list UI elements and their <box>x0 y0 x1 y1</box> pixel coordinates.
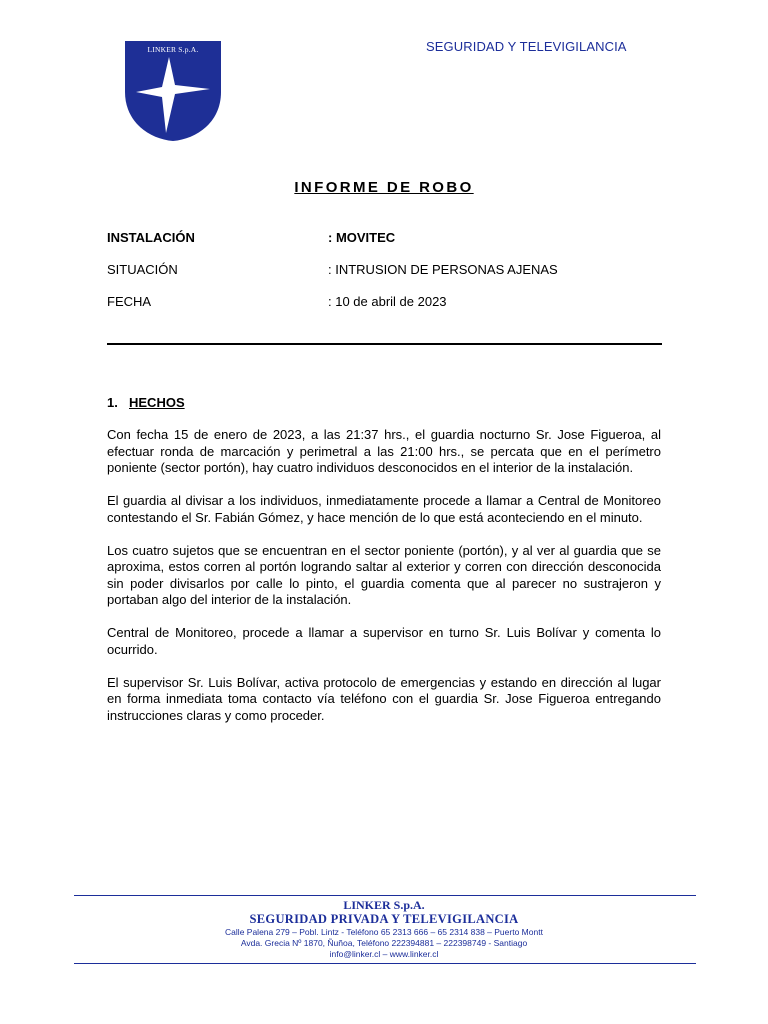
footer-address-1: Calle Palena 279 – Pobl. Lintz - Teléfono 65 2313 666 – 65 2314 838 – Puerto Montt <box>225 927 543 937</box>
section-heading <box>107 395 185 410</box>
footer-address-2: Avda. Grecia Nº 1870, Ñuñoa, Teléfono 222394881 – 222398749 - Santiago <box>240 938 528 948</box>
section-title: HECHOS <box>129 395 185 410</box>
footer-contact[interactable]: info@linker.cl – www.linker.cl <box>329 949 439 959</box>
paragraph: El supervisor Sr. Luis Bolívar, activa protocolo de emergencias y estando en dirección al lugar en forma inmediata toma contacto vía teléfono con el guardia Sr. Jose Figueroa entregando instrucciones claras y como proceder. <box>107 674 661 723</box>
footer <box>0 898 768 960</box>
field-value: : MOVITEC <box>328 230 396 245</box>
shield-star-icon <box>124 40 222 142</box>
paragraph: Los cuatro sujetos que se encuentran en el sector poniente (portón), y al ver al guardia que se aproxima, estos corren al portón logrando saltar al exterior y corren con dirección desconocida sin poder divisarlos por calle lo pinto, el guardia comenta que al parecer no sustrajeron y portaban algo del interior de la instalación. <box>107 542 661 607</box>
report-title: INFORME DE ROBO <box>294 179 474 196</box>
footer-subtitle: SEGURIDAD PRIVADA Y TELEVIGILANCIA <box>249 912 519 926</box>
logo-text: LINKER S.p.A. <box>147 45 199 54</box>
header-tagline: SEGURIDAD Y TELEVIGILANCIA <box>426 39 627 54</box>
paragraph: El guardia al divisar a los individuos, inmediatamente procede a llamar a Central de Monitoreo contestando el Sr. Fabián Gómez, y hace mención de lo que está aconteciendo en el minuto. <box>107 493 661 525</box>
field-value: : INTRUSION DE PERSONAS AJENAS <box>328 262 558 277</box>
field-value: : 10 de abril de 2023 <box>328 294 447 309</box>
footer-bottom-rule <box>74 963 696 964</box>
paragraph: Central de Monitoreo, procede a llamar a supervisor en turno Sr. Luis Bolívar y comenta lo ocurrido. <box>107 625 661 657</box>
company-logo <box>124 40 222 142</box>
field-label: INSTALACIÓN <box>107 230 195 245</box>
paragraph: Con fecha 15 de enero de 2023, a las 21:37 hrs., el guardia nocturno Sr. Jose Figueroa, al efectuar ronda de marcación y perimetral a las 21:00 hrs., se percata que en el perímetro poniente (sector portón), hay cuatro individuos desconocidos en el interior de la instalación. <box>107 427 661 475</box>
footer-top-rule <box>74 895 696 896</box>
section-divider <box>107 343 662 345</box>
field-label: FECHA <box>107 294 152 309</box>
field-label: SITUACIÓN <box>107 262 178 277</box>
section-number: 1. <box>107 395 118 410</box>
footer-company: LINKER S.p.A. <box>343 898 425 912</box>
report-body <box>107 427 661 741</box>
